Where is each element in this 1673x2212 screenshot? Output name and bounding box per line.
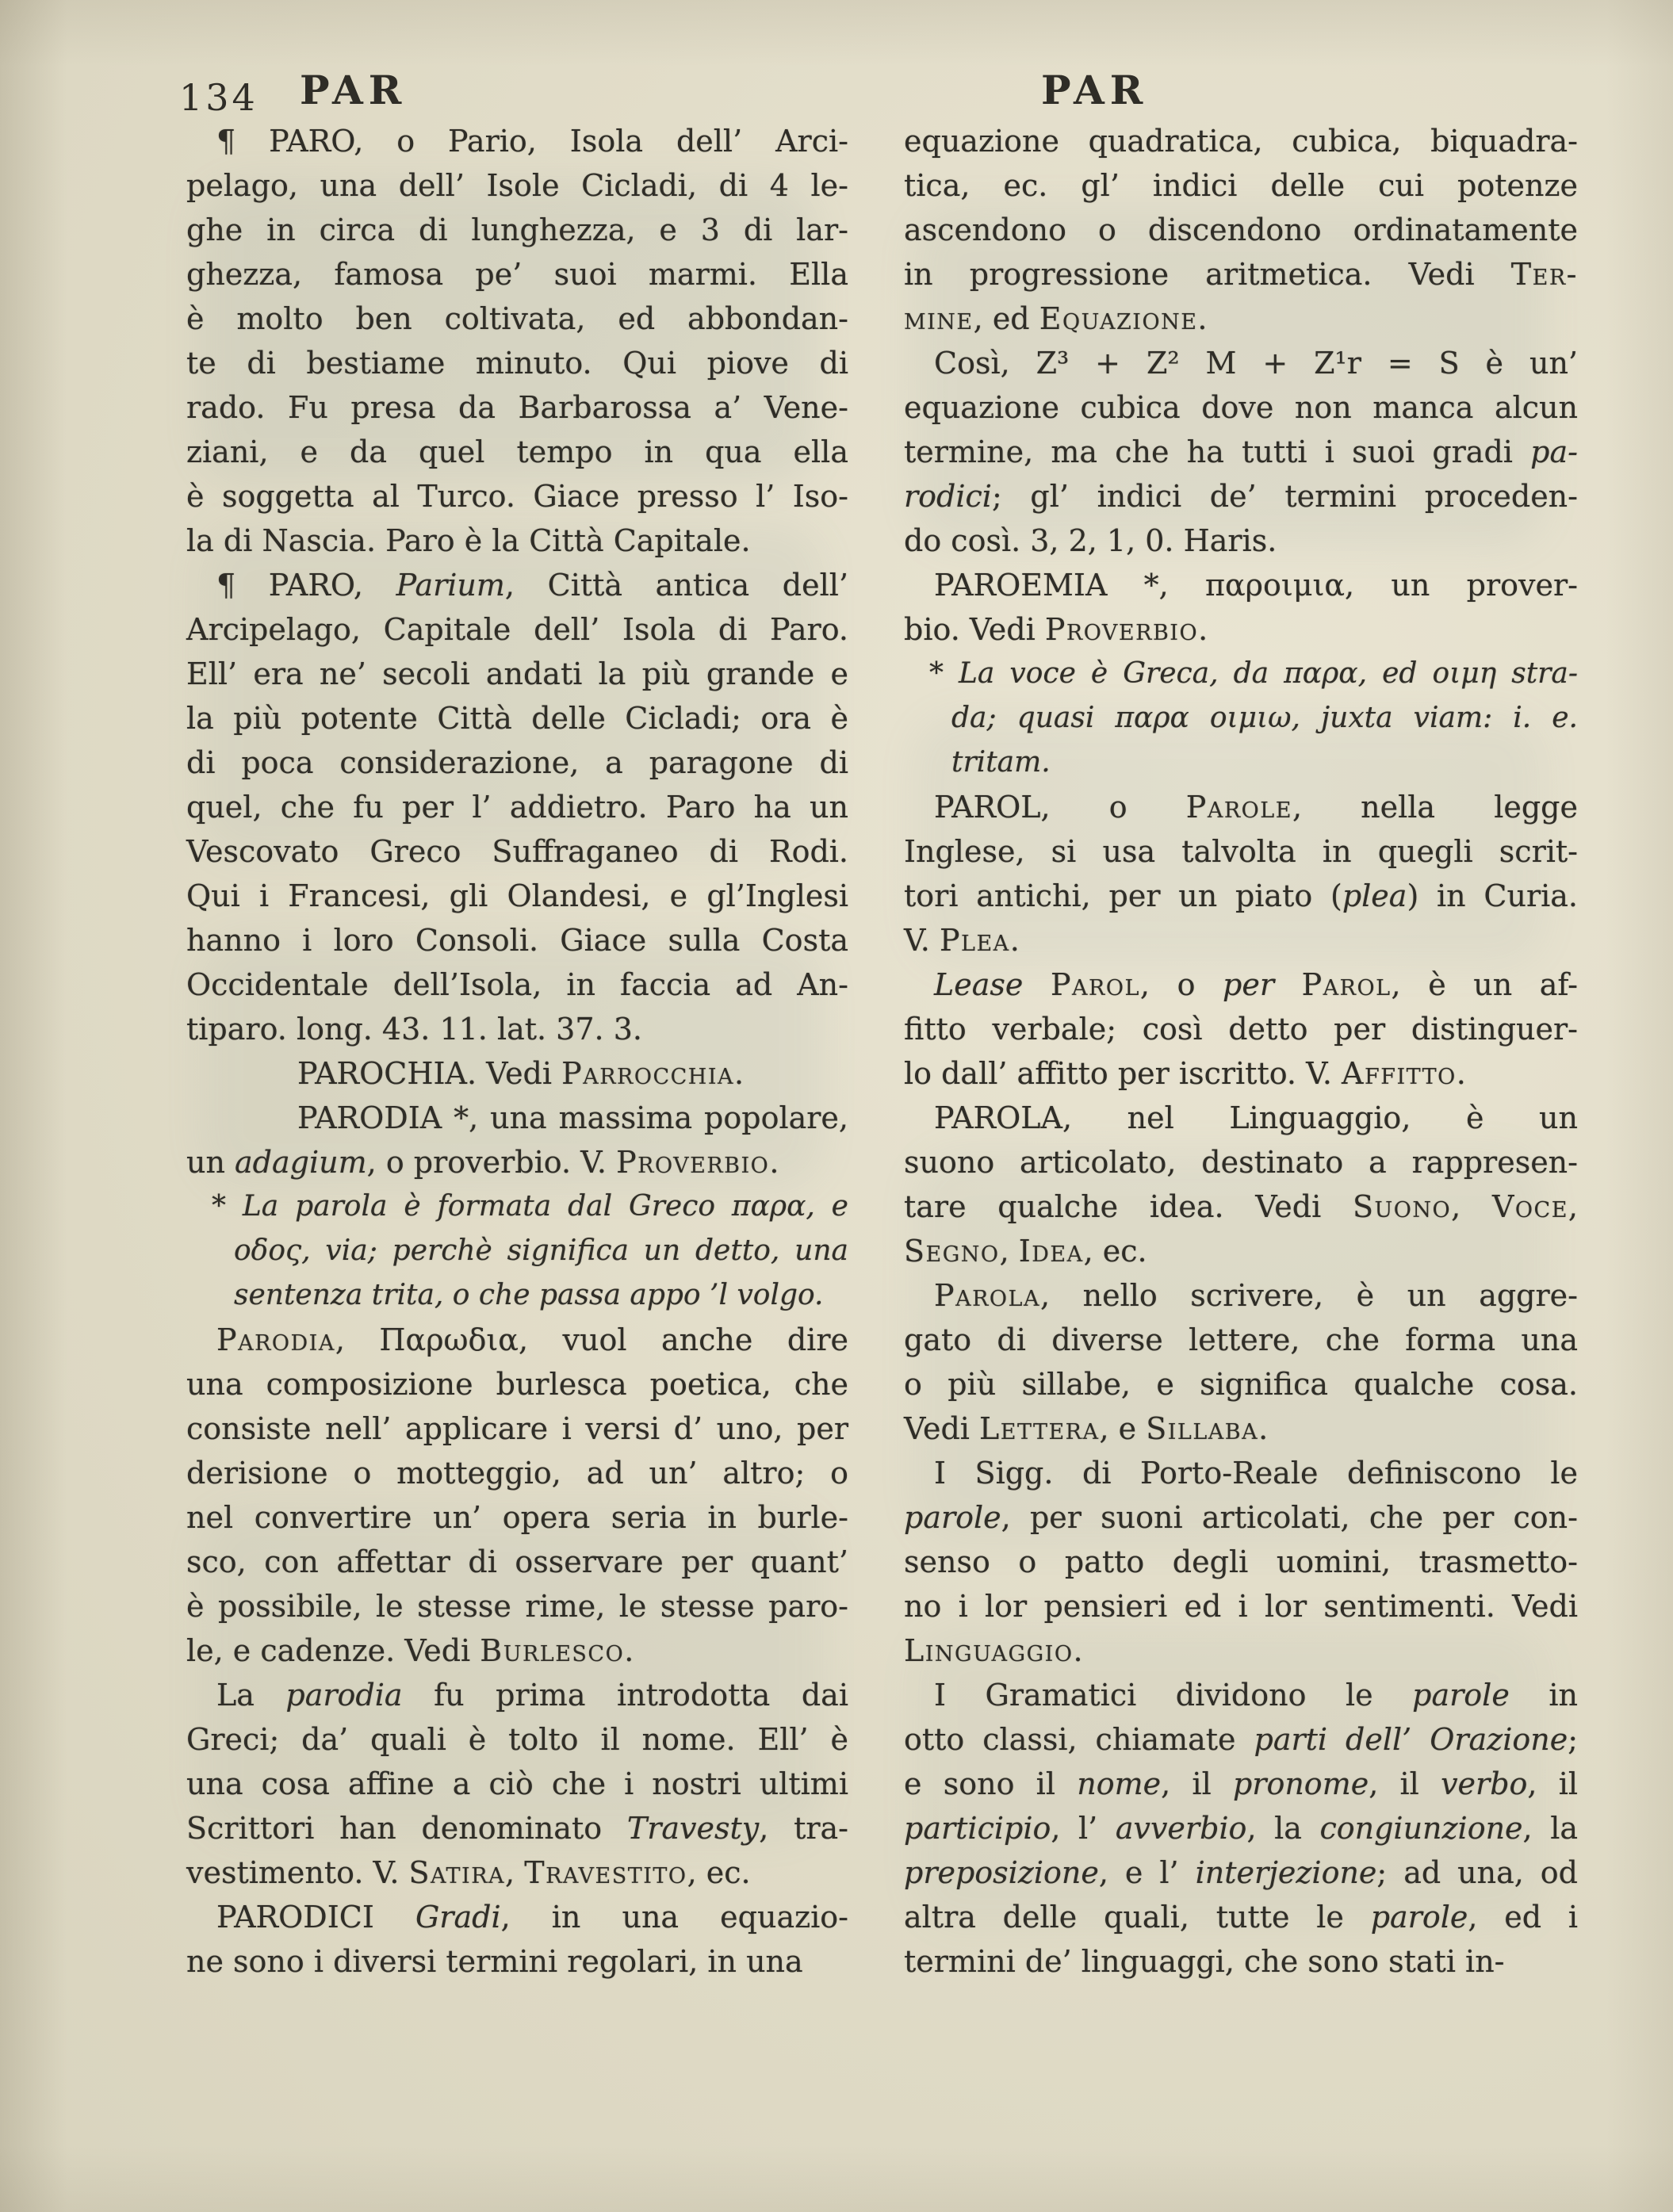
paragraph [904, 785, 1578, 962]
text-line: o più sillabe, e significa qualche cosa. [904, 1367, 1578, 1402]
text-line: I Gramatici dividono le parole in [934, 1678, 1578, 1713]
text-line: tica, ec. gl’ indici delle cui potenze [904, 168, 1578, 203]
text-line: nel convertire un’ opera seria in burle- [186, 1500, 848, 1535]
text-line: bio. Vedi Proverbio. [904, 612, 1208, 647]
text-line: Segno, Idea, ec. [904, 1234, 1147, 1269]
text-line: suono articolato, destinato a rappresen- [904, 1145, 1578, 1180]
text-line: ghezza, famosa pe’ suoi marmi. Ella [186, 257, 848, 292]
paragraph [186, 563, 848, 1051]
paragraph [904, 119, 1578, 341]
text-line: La parodia fu prima introdotta dai [216, 1678, 848, 1713]
text-line: hanno i loro Consoli. Giace sulla Costa [186, 923, 848, 958]
text-line: termini de’ linguaggi, che sono stati in- [904, 1944, 1505, 1979]
text-line: Così, Z³ + Z² M + Z¹r = S è un’ [934, 346, 1578, 381]
text-line: in progressione aritmetica. Vedi Ter- [904, 257, 1578, 292]
text-line: PAROLA, nel Linguaggio, è un [934, 1100, 1578, 1135]
text-line: fitto verbale; così detto per distinguer- [904, 1012, 1578, 1047]
paragraph [904, 1451, 1578, 1673]
text-line: quel, che fu per l’ addietro. Paro ha un [186, 790, 848, 825]
right-column [904, 119, 1578, 1984]
text-line: V. Plea. [904, 923, 1020, 958]
text-line: Greci; da’ quali è tolto il nome. Ell’ è [186, 1722, 848, 1757]
paragraph [904, 1273, 1578, 1451]
text-line: è molto ben coltivata, ed abbondan- [186, 301, 848, 336]
paragraph [904, 1673, 1578, 1984]
text-line: Qui i Francesi, gli Olandesi, e gl’Inglesi [186, 878, 848, 913]
text-line: equazione cubica dove non manca alcun [904, 390, 1578, 425]
text-line: una cosa affine a ciò che i nostri ultimi [186, 1766, 848, 1801]
text-line: gato di diverse lettere, che forma una [904, 1322, 1578, 1357]
text-line: derisione o motteggio, ad un’ altro; o [186, 1456, 848, 1491]
page-number: 134 [179, 76, 258, 119]
text-line: rado. Fu presa da Barbarossa a’ Vene- [186, 390, 848, 425]
text-line: ne sono i diversi termini regolari, in una [186, 1944, 803, 1979]
paragraph [904, 563, 1578, 652]
text-line: οδος, via; perchè significa un detto, una [234, 1234, 848, 1267]
text-line: tiparo. long. 43. 11. lat. 37. 3. [186, 1012, 642, 1047]
paragraph [186, 1895, 848, 1984]
paragraph [186, 1096, 848, 1184]
text-line: di poca considerazione, a paragone di [186, 745, 848, 780]
text-line: la di Nascia. Paro è la Città Capitale. [186, 523, 751, 558]
text-line: ¶ PARO, Parium, Città antica dell’ [216, 568, 848, 603]
text-line: tare qualche idea. Vedi Suono, Voce, [904, 1189, 1578, 1224]
paragraph [186, 119, 848, 563]
text-line: no i lor pensieri ed i lor sentimenti. Vedi [904, 1589, 1578, 1624]
text-line: Vescovato Greco Suffraganeo di Rodi. [186, 834, 848, 869]
text-line: do così. 3, 2, 1, 0. Haris. [904, 523, 1277, 558]
text-line: Vedi Lettera, e Sillaba. [904, 1411, 1269, 1446]
running-head-left: PAR [300, 67, 408, 113]
paragraph [904, 341, 1578, 563]
text-line: e sono il nome, il pronome, il verbo, il [904, 1766, 1579, 1801]
text-line: mine, ed Equazione. [904, 301, 1208, 336]
text-line: tritam. [951, 746, 1051, 779]
footnote-paragraph [904, 652, 1578, 785]
text-line: PAROEMIA *, παροιμια, un prover- [934, 568, 1578, 603]
text-line: Ell’ era ne’ secoli andati la più grande e [186, 656, 848, 691]
text-line: rodici; gl’ indici de’ termini proceden- [904, 479, 1578, 514]
text-line: Lease Parol, o per Parol, è un af- [934, 967, 1578, 1002]
text-line: è soggetta al Turco. Giace presso l’ Iso- [186, 479, 848, 514]
text-line: ziani, e da quel tempo in qua ella [186, 434, 848, 469]
footnote-paragraph [186, 1184, 848, 1318]
text-line: I Sigg. di Porto-Reale definiscono le [934, 1456, 1578, 1491]
text-line: Parodia, Παρωδια, vuol anche dire [216, 1322, 848, 1357]
text-line: la più potente Città delle Cicladi; ora è [186, 701, 848, 736]
text-line: equazione quadratica, cubica, biquadra- [904, 124, 1578, 159]
text-line: Linguaggio. [904, 1633, 1083, 1668]
text-line: è possibile, le stesse rime, le stesse paro- [186, 1589, 848, 1624]
text-line: otto classi, chiamate parti dell’ Orazione; [904, 1722, 1578, 1757]
text-line: sco, con affettar di osservare per quant’ [186, 1544, 848, 1579]
text-line: una composizione burlesca poetica, che [186, 1367, 848, 1402]
text-line: lo dall’ affitto per iscritto. V. Affitto. [904, 1056, 1466, 1091]
text-line: tori antichi, per un piato (plea) in Curia. [904, 878, 1578, 913]
text-line: Scrittori han denominato Travesty, tra- [186, 1811, 848, 1846]
text-line: altra delle quali, tutte le parole, ed i [904, 1900, 1578, 1935]
paragraph [186, 1051, 848, 1096]
paragraph [186, 1673, 848, 1895]
text-line: preposizione, e l’ interjezione; ad una, od [904, 1855, 1578, 1890]
text-line: Parola, nello scrivere, è un aggre- [934, 1278, 1578, 1313]
text-line: te di bestiame minuto. Qui piove di [186, 346, 848, 381]
paragraph [904, 962, 1578, 1096]
text-line: senso o patto degli uomini, trasmetto- [904, 1544, 1578, 1579]
text-line: da; quasi παρα οιμιω, juxta viam: i. e. [951, 702, 1578, 734]
text-line: le, e cadenze. Vedi Burlesco. [186, 1633, 634, 1668]
text-line: sentenza trita, o che passa appo ’l volgo. [234, 1279, 824, 1311]
text-line: Inglese, si usa talvolta in quegli scrit- [904, 834, 1578, 869]
text-line: PARODICI Gradi, in una equazio- [216, 1900, 848, 1935]
text-line: PARODIA *, una massima popolare, [297, 1100, 848, 1135]
text-line: consiste nell’ applicare i versi d’ uno, per [186, 1411, 848, 1446]
text-line: pelago, una dell’ Isole Cicladi, di 4 le- [186, 168, 848, 203]
text-line: parole, per suoni articolati, che per con- [904, 1500, 1578, 1535]
text-line: un adagium, o proverbio. V. Proverbio. [186, 1145, 779, 1180]
paragraph [904, 1096, 1578, 1273]
paragraph [186, 1318, 848, 1673]
text-line: Arcipelago, Capitale dell’ Isola di Paro. [186, 612, 848, 647]
text-line: vestimento. V. Satira, Travestito, ec. [186, 1855, 751, 1890]
text-line: * La voce è Greca, da παρα, ed οιμη stra- [929, 657, 1578, 690]
text-line: ¶ PARO, o Pario, Isola dell’ Arci- [216, 124, 848, 159]
text-line: PAROCHIA. Vedi Parrocchia. [297, 1056, 745, 1091]
running-head-right: PAR [1041, 67, 1149, 113]
text-line: ascendono o discendono ordinatamente [904, 212, 1578, 247]
text-line: * La parola è formata dal Greco παρα, e [212, 1190, 848, 1223]
text-line: Occidentale dell’Isola, in faccia ad An- [186, 967, 848, 1002]
left-column [186, 119, 848, 1984]
text-line: termine, ma che ha tutti i suoi gradi pa- [904, 434, 1578, 469]
text-line: ghe in circa di lunghezza, e 3 di lar- [186, 212, 848, 247]
text-line: PAROL, o Parole, nella legge [934, 790, 1578, 825]
text-line: participio, l’ avverbio, la congiunzione, la [904, 1811, 1579, 1846]
